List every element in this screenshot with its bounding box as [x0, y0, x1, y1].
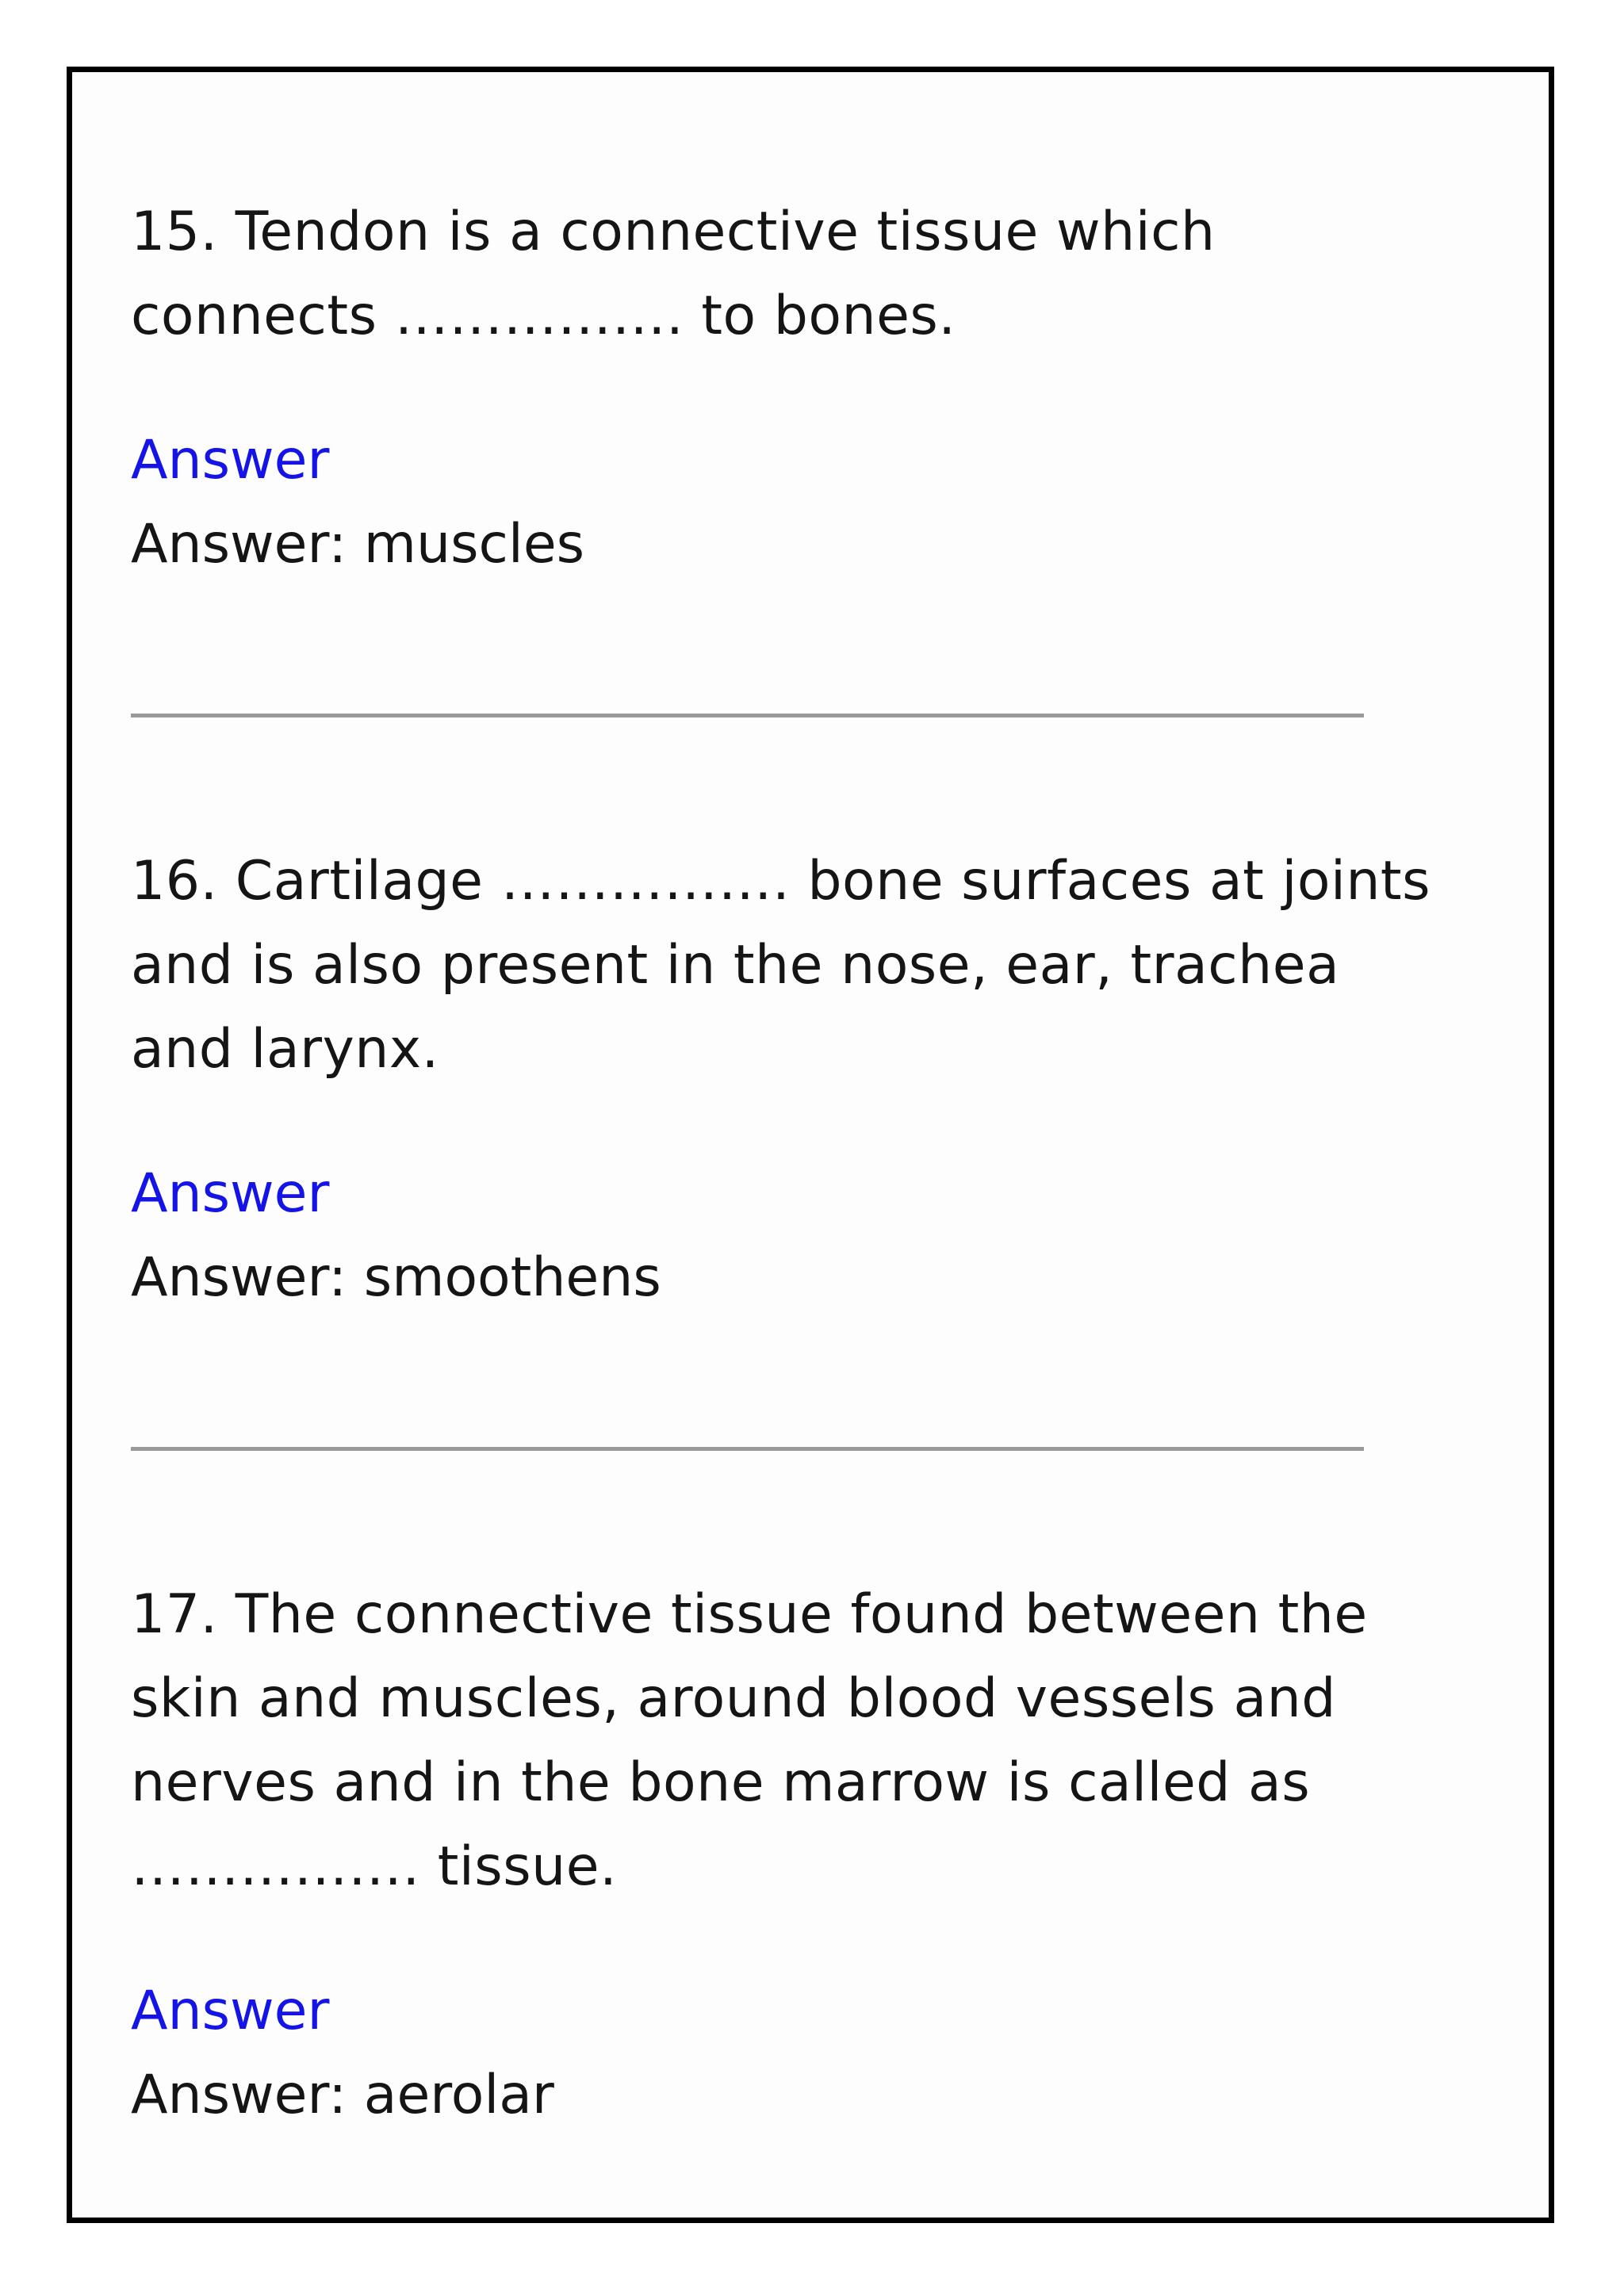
answer-heading[interactable]: Answer [131, 1980, 330, 2042]
question-block-17 [131, 1573, 1431, 2137]
answer-text: Answer: aerolar [131, 2064, 554, 2126]
question-text: 16. Cartilage ……………. bone surfaces at joints and is also present in the nose, ear, trachea and larynx. [131, 850, 1431, 1081]
answer-heading[interactable]: Answer [131, 429, 330, 492]
section-divider [131, 714, 1364, 718]
worksheet-content [131, 190, 1431, 2137]
section-divider [131, 1447, 1364, 1451]
question-text: 17. The connective tissue found between the skin and muscles, around blood vessels and nerves and in the bone marrow is called as ……………. tissue. [131, 1583, 1368, 1898]
answer-text: Answer: smoothens [131, 1246, 661, 1309]
question-block-15 [131, 190, 1431, 587]
answer-text: Answer: muscles [131, 513, 585, 576]
question-block-16 [131, 840, 1431, 1320]
question-text: 15. Tendon is a connective tissue which connects ……………. to bones. [131, 201, 1216, 347]
answer-heading[interactable]: Answer [131, 1162, 330, 1225]
